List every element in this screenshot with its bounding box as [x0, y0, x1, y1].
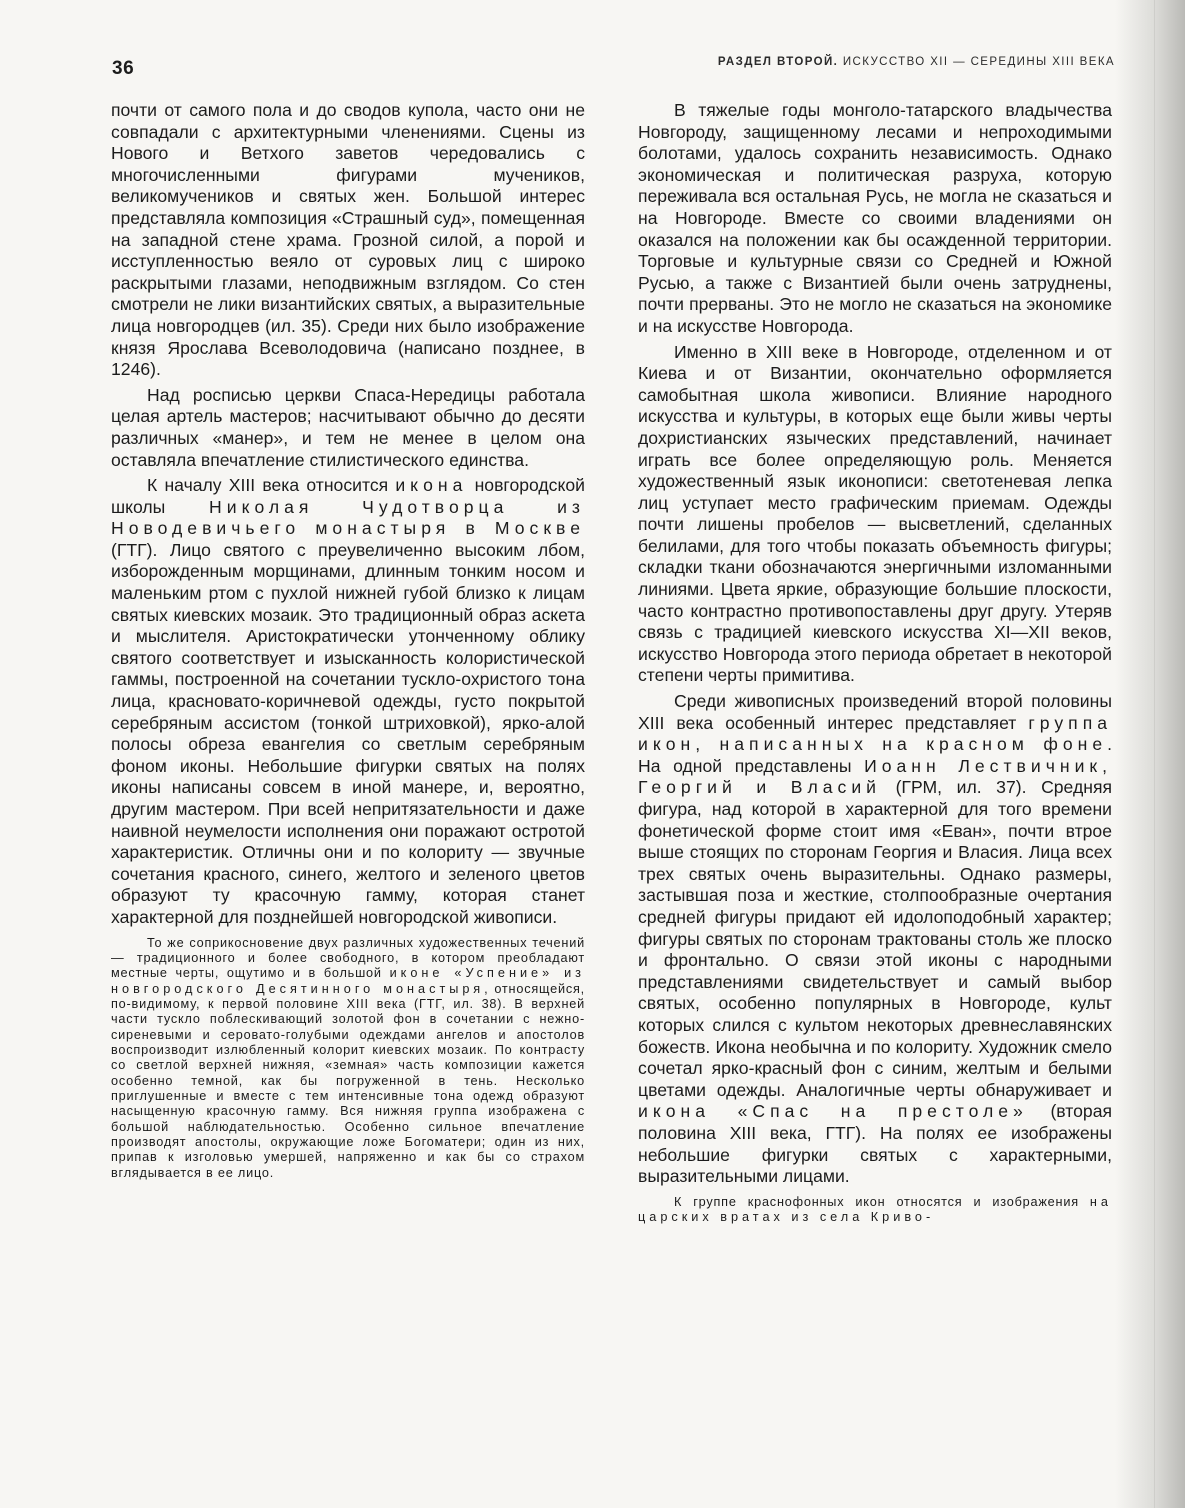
spaced-emphasis-uspenie: иконе «Успение» из новгородского Десятинного монастыря — [111, 966, 585, 996]
paragraph-nereditsa: Над росписью церкви Спаса-Нередицы работала целая артель мастеров; насчитывают обычно до десяти различных «манер», и тем не менее в целом она оставляла впечатление стилистического единства. — [111, 384, 585, 470]
text-run: То же соприкосновение двух различных художественных течений — традиционного и более свободного, в котором преобладают местные черты, ощутимо и в большой — [111, 935, 585, 981]
paragraph-mongol-period: В тяжелые годы монголо-татарского владычества Новгороду, защищенному лесами и непроходимыми болотами, удалось сохранить независимость. Однако экономическая и политическая разруха, которую переживала вся остальная Русь, не могла не сказаться и на Новгороде. Вместе со своими владениями он оказался на положении как бы осажденной территории. Торговые и культурные связи со Средней и Южной Русью, а также с Византией были очень затруднены, почти прерваны. Это не могло не сказаться на экономике и на искусстве Новгорода. — [638, 100, 1112, 336]
small-print-paragraph — [111, 936, 585, 1182]
left-column — [111, 100, 585, 1181]
spaced-emphasis-gates: на царских вратах из села Криво- — [638, 1194, 1112, 1225]
text-run: (ГТГ). Лицо святого с преувеличенно высоким лбом, изборожденным морщинами, длинным тонким носом и маленьким ртом с пухлой нижней губой близко к лицам святых киевских мозаик. Это традиционный образ аскета и мыслителя. Аристократически утонченному облику святого соответствует и изысканность колористической гаммы, построенной на сочетании тускло-охристого тона лица, красновато-коричневой одежды, густо покрытой серебряным ассистом (тонкой штриховкой), ярко-алой полосы обреза евангелия со светлым серебряным фоном иконы. Небольшие фигурки святых на полях иконы написаны совсем в иной манере, и, вероятно, другим мастером. При всей непритязательности и даже наивной неумелости исполнения они поражают остротой характеристик. Отличны они и по колориту — звучные сочетания красного, синего, желтого и зеленого цветов образуют ту красочную гамму, которая станет характерной для позднейшей новгородской живописи. — [111, 539, 585, 927]
text-run: . На одной представлены — [638, 734, 1112, 776]
section-title: ИСКУССТВО XII — СЕРЕДИНЫ XIII ВЕКА — [842, 56, 1115, 68]
text-run: новгородской школы — [111, 475, 585, 517]
paragraph-nikolai-icon — [111, 475, 585, 928]
paragraph-novgorod-school: Именно в XIII веке в Новгороде, отделенном и от Киева и от Византии, окончательно оформляется самобытная школа живописи. Влияние народного искусства и культуры, в которых еще были живы черты дохристианских языческих представлений, начинает играть все более определяющую роль. Меняется художественный язык иконописи: светотеневая лепка лиц уступает место графическим приемам. Одежды почти лишены пробелов — высветлений, сделанных белилами, для того чтобы показать объемность фигуры; складки ткани обозначаются энергичными изломанными линиями. Цвета яркие, образующие большие плоскости, часто контрастно противопоставлены друг другу. Утеряв связь с традицией киевского искусства XI—XII веков, искусство Новгорода этого периода обретает в некоторой степени черты примитива. — [638, 341, 1112, 686]
binding-crease — [1154, 0, 1155, 1508]
binding-shadow — [1115, 0, 1185, 1508]
text-run: (вторая половина XIII века, ГТГ). На полях ее изображены небольшие фигурки святых с характерными, выразительными лицами. — [638, 1101, 1113, 1187]
paragraph-red-icons — [638, 691, 1112, 1188]
page-number: 36 — [112, 58, 135, 79]
spaced-emphasis-saints: Иоанн Лествичник, Георгий и Власий — [638, 755, 1112, 798]
text-run: Среди живописных произведений второй половины XIII века особенный интерес представляет — [638, 691, 1112, 733]
small-print-paragraph — [638, 1195, 1112, 1226]
spaced-emphasis-group: группа икон, написанных на красном фоне — [638, 712, 1112, 755]
right-column — [638, 100, 1112, 1225]
text-run: К началу XIII века относится — [147, 475, 396, 496]
spaced-emphasis-icon: икона — [395, 475, 468, 496]
text-run: (ГРМ, ил. 37). Средняя фигура, над которой в характерной для того времени фонетической форме стоит имя «Еван», почти втрое выше стоящих по сторонам Георгия и Власия. Лица всех трех святых очень выразительны. Однако размеры, застывшая поза и жесткие, столпообразные очертания средней фигуры придают ей идолоподобный характер; фигуры святых по сторонам трактованы столь же плоско и фронтально. О связи этой иконы с народными представлениями свидетельствует и самый выбор святых, особенно популярных в Новгороде, культ которых слился с культом некоторых древнеславянских божеств. Икона необычна и по колориту. Художник смело сочетал ярко-красный фон с синим, желтым и белыми цветами одежды. Аналогичные черты обнаруживает и — [638, 777, 1112, 1100]
spaced-emphasis-spas: икона «Спас на престоле» — [638, 1101, 1028, 1122]
running-header — [718, 56, 1115, 68]
paragraph-continued: почти от самого пола и до сводов купола, часто они не совпадали с архитектурными членениями. Сцены из Нового и Ветхого заветов чередовались с многочисленными фигурами мучеников, великомучеников и святых жен. Большой интерес представляла композиция «Страшный суд», помещенная на западной стене храма. Грозной силой, а порой и исступленностью веяло от суровых лиц с широко раскрытыми глазами, неподвижным взглядом. Со стен смотрели не лики византийских святых, а выразительные лица новгородцев (ил. 35). Среди них было изображение князя Ярослава Всеволодовича (написано позднее, в 1246). — [111, 100, 585, 380]
spaced-emphasis-title: Николая Чудотворца из Новодевичьего монастыря в Москве — [111, 496, 585, 539]
text-run: , относящейся, по-видимому, к первой половине XIII века (ГТГ, ил. 38). В верхней части тускло поблескивающий золотой фон в сочетании с нежно-сиреневыми и серовато-голубыми одеждами ангелов и апостолов воспроизводит излюбленный колорит киевских мозаик. По контрасту со светлой верхней нижняя, «земная» часть композиции кажется особенно темной, как бы погруженной в тень. Несколько приглушенные и вместе с тем интенсивные тона одежд образуют насыщенную красочную гамму. Вся нижняя группа изображена с большой наблюдательностью. Особенно сильное впечатление производят апостолы, окружающие ложе Богоматери; один из них, припав к изголовью умершей, напряженно и как бы со страхом вглядывается в ее лицо. — [111, 981, 585, 1180]
text-run: К группе краснофонных икон относятся и изображения — [674, 1194, 1090, 1209]
section-label: РАЗДЕЛ ВТОРОЙ. — [717, 56, 839, 68]
